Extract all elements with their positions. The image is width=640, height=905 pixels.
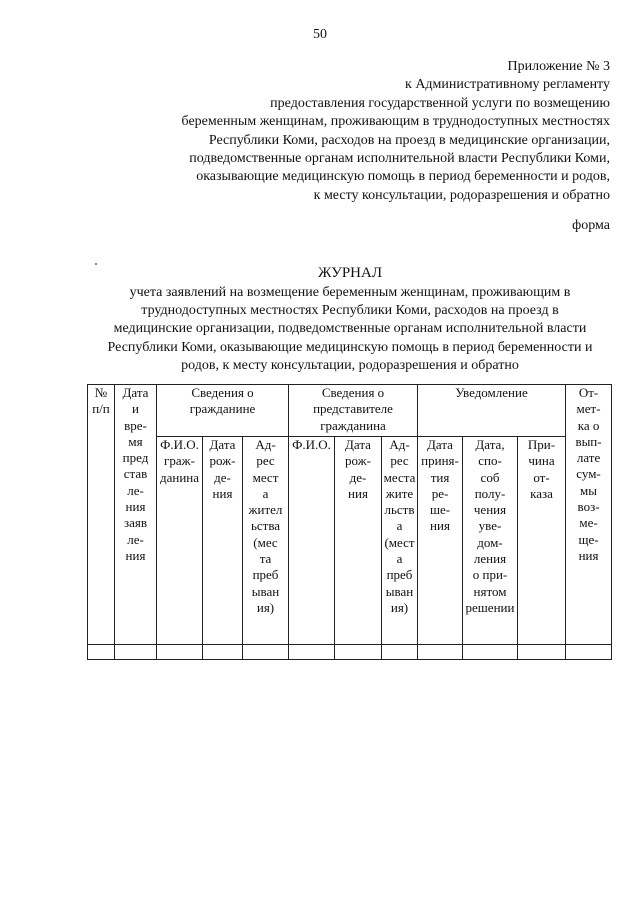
header-line: Дата <box>345 437 371 452</box>
header-line: п/п <box>92 401 110 417</box>
header-line: Сведения о <box>321 385 385 400</box>
header-line: спо- <box>478 453 502 469</box>
header-line: ыван <box>385 583 414 599</box>
col-header-decision-date <box>418 437 463 645</box>
annex-line: к Административному регламенту <box>405 77 610 93</box>
annex-line: Республики Коми, расходов на проезд в медицинские организации, <box>208 132 610 148</box>
header-line: ния <box>212 485 233 501</box>
header-line: и <box>132 401 139 417</box>
table-cell <box>203 645 243 660</box>
header-line: ше- <box>429 502 451 518</box>
table-cell <box>418 645 463 660</box>
table-cell <box>518 645 566 660</box>
header-line: заяв <box>123 515 148 531</box>
header-line: чина <box>528 453 555 469</box>
header-line: Сведения о <box>191 385 254 400</box>
col-header-citizen-address <box>243 437 289 645</box>
header-line: де- <box>214 469 231 485</box>
header-line: дом- <box>477 534 503 550</box>
header-line: Ад- <box>255 437 276 452</box>
header-line: де- <box>349 469 367 485</box>
header-line: представителе <box>313 401 393 417</box>
header-line: полу- <box>474 485 506 501</box>
table-cell <box>115 645 157 660</box>
header-line: ка о <box>577 417 600 433</box>
table-cell <box>289 645 335 660</box>
header-line: Ф.И.О. <box>292 437 331 452</box>
table-cell <box>382 645 418 660</box>
header-line: рож- <box>209 453 236 469</box>
header-line: № <box>94 385 108 400</box>
header-line: а <box>396 518 403 534</box>
header-line: мя <box>128 433 143 449</box>
header-line: мет- <box>576 401 601 417</box>
header-line: уве- <box>478 518 502 534</box>
header-line: рес <box>256 453 275 469</box>
group-header-citizen <box>157 385 289 437</box>
header-line: пред <box>122 450 149 466</box>
header-line: преб <box>386 567 413 583</box>
col-header-rep-birth-date <box>335 437 382 645</box>
header-line: Дата <box>209 437 236 452</box>
subtitle-line: учета заявлений на возмещение беременным женщинам, проживающим в <box>129 285 571 300</box>
header-line: а <box>262 485 269 501</box>
header-line: ще- <box>578 531 599 547</box>
header-line: жите <box>385 485 414 501</box>
table-cell <box>157 645 203 660</box>
header-line: ыван <box>251 583 280 599</box>
col-header-number <box>88 385 115 645</box>
col-header-citizen-fio <box>157 437 203 645</box>
document-title: ЖУРНАЛ <box>317 265 383 281</box>
col-header-submission-date <box>115 385 157 645</box>
header-line: ия) <box>390 599 409 615</box>
header-line: ления <box>473 551 507 567</box>
header-line: (мес <box>253 534 278 550</box>
header-line: гражданине <box>189 401 256 417</box>
header-line: вып- <box>575 433 602 449</box>
header-line: граж- <box>164 453 195 469</box>
header-line: Ф.И.О. <box>160 437 199 452</box>
annex-line: предоставления государственной услуги по возмещению <box>270 95 610 111</box>
header-line: Дата <box>122 385 149 400</box>
annex-line: беременным женщинам, проживающим в труднодоступных местностях <box>181 114 610 130</box>
header-line: та <box>259 551 272 567</box>
header-line: каза <box>530 485 553 501</box>
header-line: сум- <box>576 466 601 482</box>
header-line: рож- <box>345 453 371 469</box>
header-line: Дата <box>427 437 453 452</box>
header-line: лате <box>576 450 601 466</box>
col-header-citizen-birth-date <box>203 437 243 645</box>
header-line: приня- <box>421 453 459 469</box>
annex-header <box>90 58 610 205</box>
header-line: места <box>383 469 416 485</box>
page-number: 50 <box>313 27 327 42</box>
header-line: ния <box>578 547 599 563</box>
header-line: Уведомление <box>455 385 528 400</box>
journal-table <box>87 384 612 660</box>
header-line: ьства <box>250 518 281 534</box>
header-line: став <box>123 466 148 482</box>
header-line: соб <box>480 469 500 485</box>
annex-line: подведомственные органам исполнительной власти Республики Коми, <box>189 151 610 167</box>
header-line: ме- <box>579 515 598 531</box>
col-header-refusal-reason <box>518 437 566 645</box>
subtitle-line: Республики Коми, оказывающие медицинскую помощь в период беременности и <box>107 339 593 355</box>
header-line: Дата, <box>475 437 505 452</box>
header-line: льств <box>384 502 415 518</box>
header-line: мест <box>252 469 279 485</box>
annex-line: к месту консультации, родоразрешения и обратно <box>313 187 610 203</box>
col-header-rep-address <box>382 437 418 645</box>
col-header-rep-fio <box>289 437 335 645</box>
form-label: форма <box>572 218 610 233</box>
header-line: преб <box>252 567 279 583</box>
table-cell <box>243 645 289 660</box>
header-line: ния <box>125 547 146 563</box>
col-header-payment-mark <box>566 385 612 645</box>
table-cell <box>566 645 612 660</box>
table-cell <box>335 645 382 660</box>
header-line: нятом <box>473 583 507 599</box>
header-line: ния <box>348 485 368 501</box>
header-line: от- <box>533 469 550 485</box>
subtitle-line: медицинские организации, подведомственные органам исполнительной власти <box>113 321 587 337</box>
subtitle-line: родов, к месту консультации, родоразрешения и обратно <box>181 357 519 373</box>
header-line: данина <box>159 469 200 485</box>
header-line: чения <box>473 502 507 518</box>
header-line: тия <box>430 469 450 485</box>
document-subtitle <box>50 284 640 375</box>
header-line: воз- <box>577 499 600 515</box>
header-line: мы <box>580 482 598 498</box>
col-header-notification-method <box>463 437 518 645</box>
header-line: От- <box>578 385 599 400</box>
header-line: ле- <box>127 482 144 498</box>
annex-line: Приложение № 3 <box>507 59 610 74</box>
header-line: ия) <box>256 599 275 615</box>
group-header-notification <box>418 385 566 437</box>
header-line: о при- <box>472 567 508 583</box>
header-line: ния <box>430 518 450 534</box>
header-line: жител <box>248 502 283 518</box>
header-line: ре- <box>431 485 449 501</box>
header-line: ле- <box>127 531 144 547</box>
table-cell <box>463 645 518 660</box>
group-header-representative <box>289 385 418 437</box>
header-line: рес <box>390 453 409 469</box>
table-row <box>88 645 612 660</box>
header-line: решении <box>465 599 515 615</box>
header-line: ния <box>125 499 146 515</box>
header-line: а <box>396 551 403 567</box>
table-cell <box>88 645 115 660</box>
header-line: гражданина <box>320 417 386 433</box>
subtitle-line: труднодоступных местностях Республики Коми, расходов на проезд в <box>141 303 559 319</box>
header-line: При- <box>527 437 556 452</box>
header-line: Ад- <box>389 437 410 452</box>
annex-line: оказывающие медицинскую помощь в период беременности и родов, <box>196 169 610 185</box>
header-line: вре- <box>124 417 147 433</box>
header-line: (мест <box>384 534 415 550</box>
